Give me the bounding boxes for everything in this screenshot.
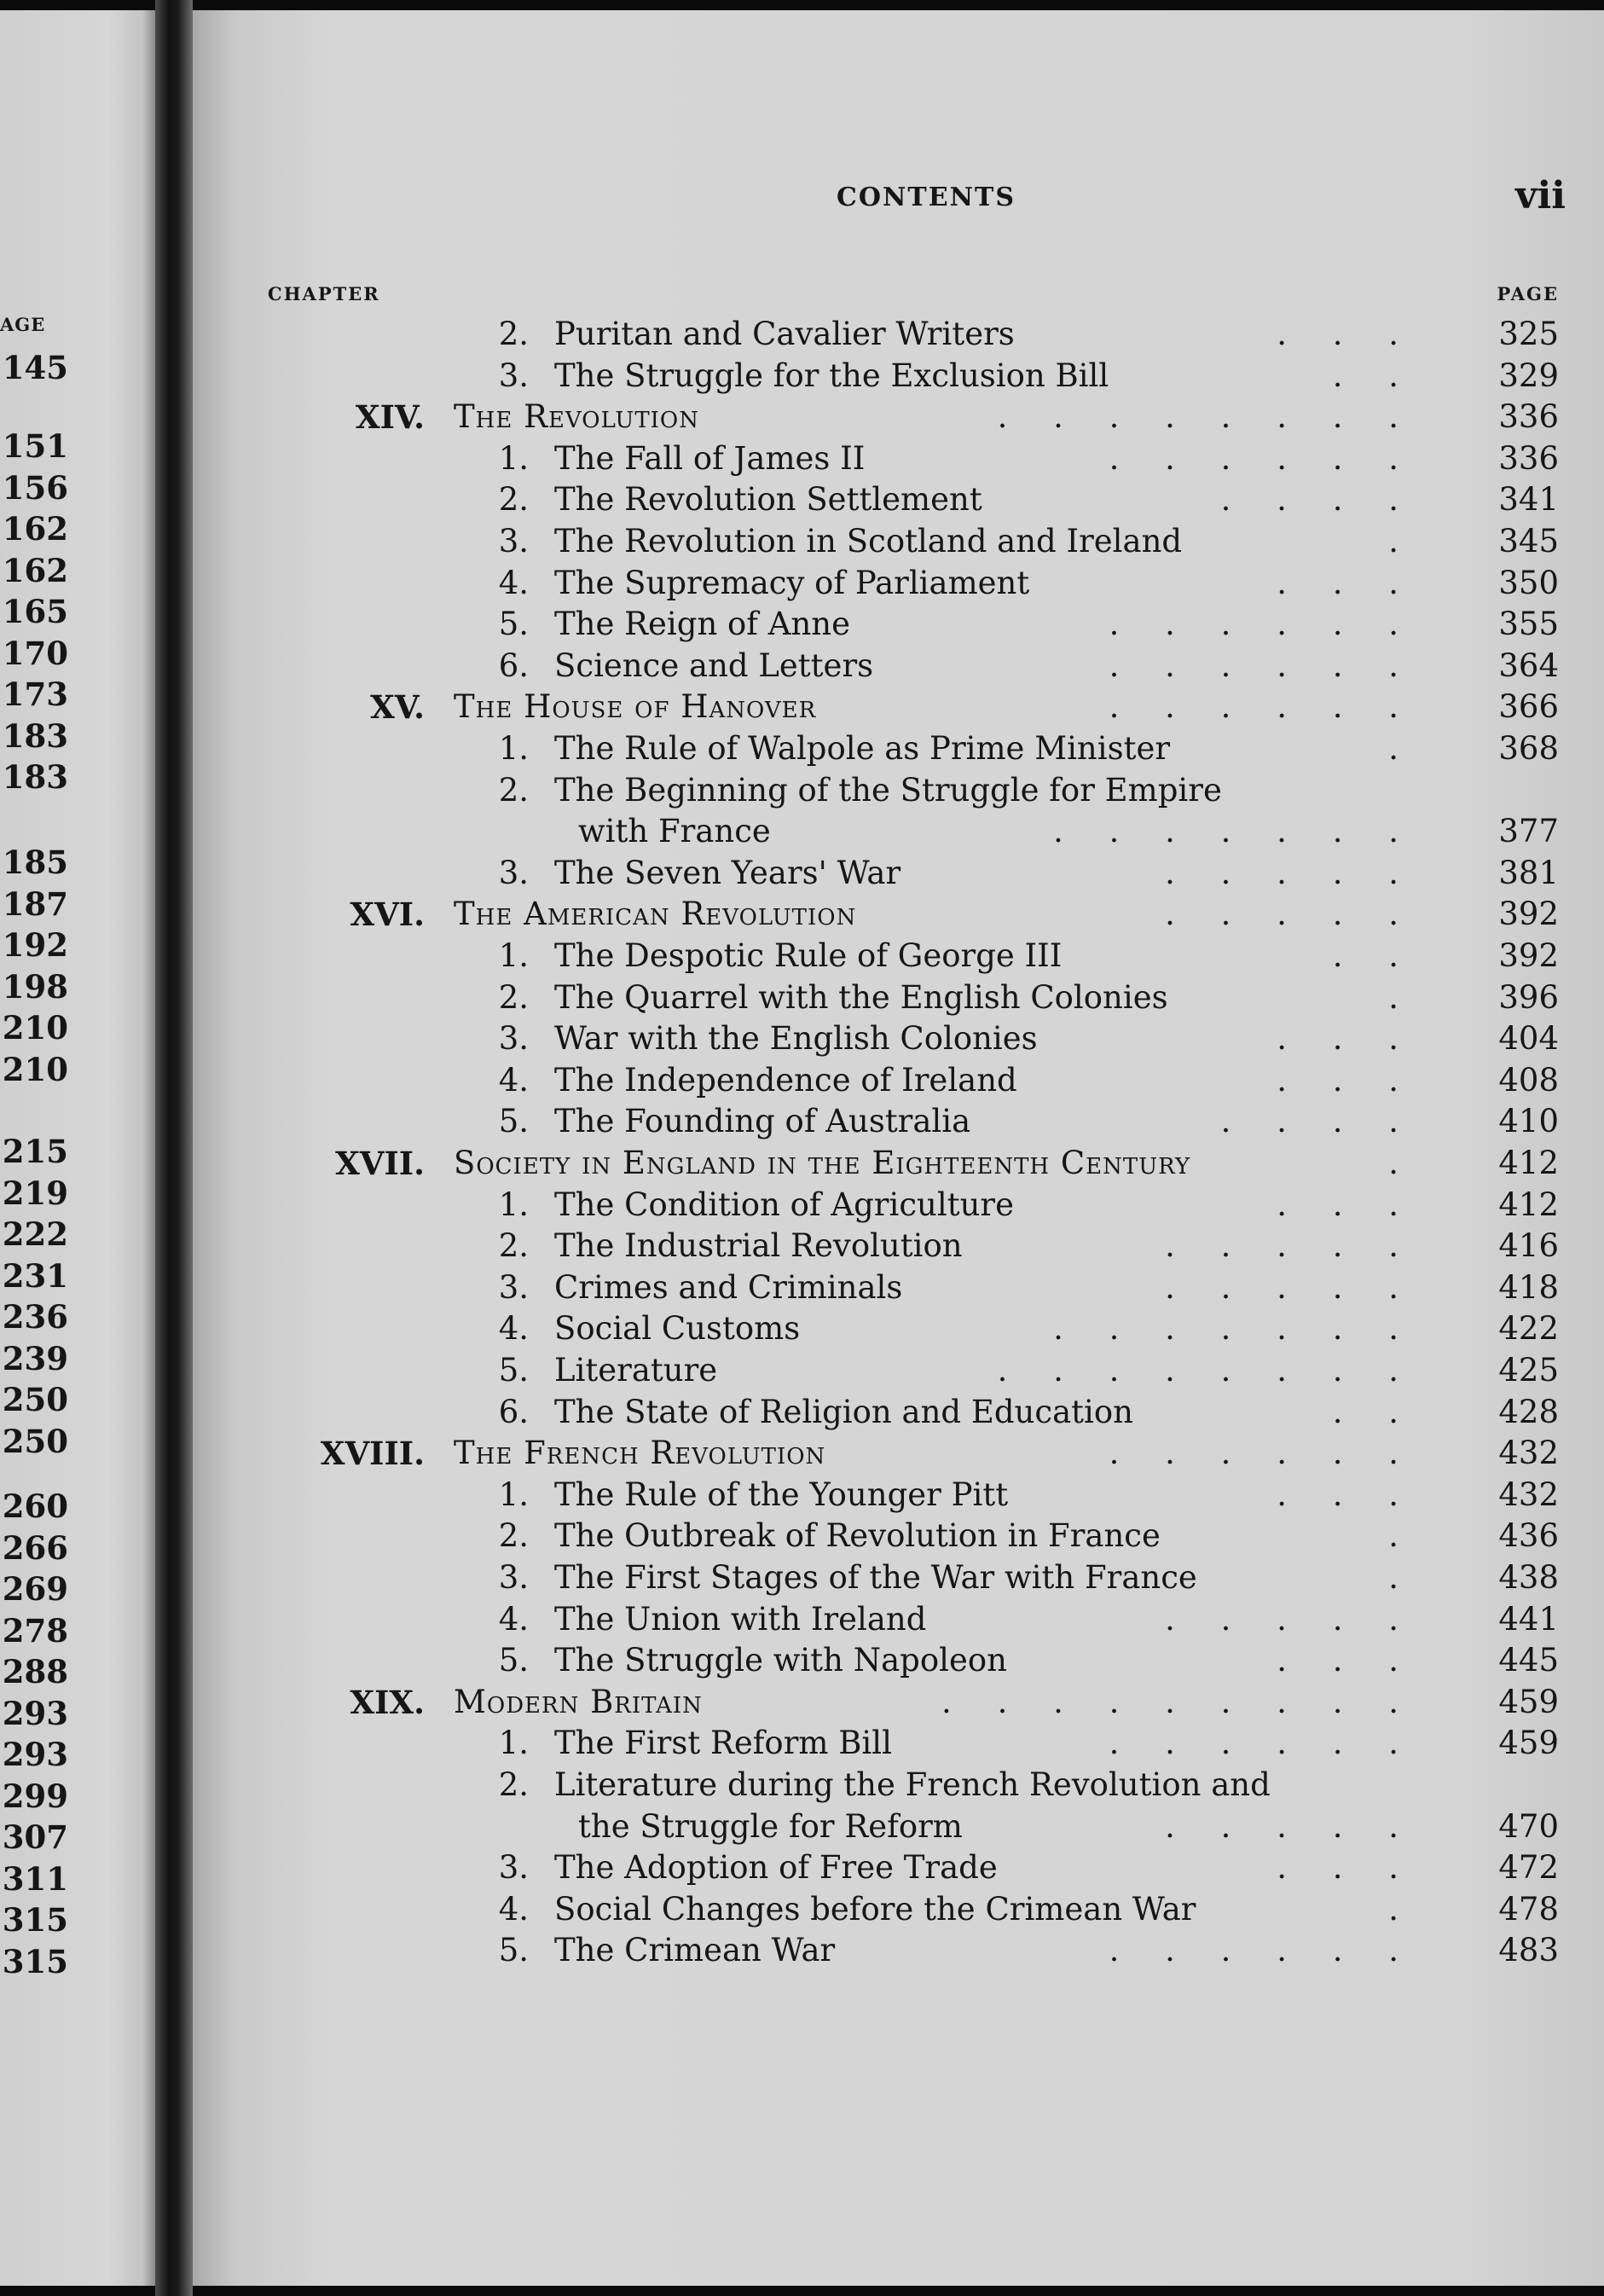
facing-page-number: 162 [2, 510, 68, 548]
section-entry [193, 1765, 1604, 1806]
page-number: 478 [1498, 1890, 1559, 1928]
dot-leader: . . . [1277, 1476, 1416, 1513]
section-number: 2. [498, 978, 529, 1016]
section-entry [193, 1308, 1604, 1349]
section-number: 5. [498, 1103, 529, 1140]
section-entry [193, 1806, 1604, 1847]
book-gutter [155, 0, 193, 2296]
dot-leader: . . . . . . . [1053, 1310, 1416, 1348]
dot-leader: . . . . . . [1109, 1725, 1416, 1762]
facing-page-number: 250 [2, 1422, 68, 1460]
page-number: 392 [1498, 937, 1559, 974]
chapter-number: XVII. [335, 1145, 425, 1182]
facing-page-number: 156 [2, 468, 68, 507]
section-number: 3. [498, 1268, 529, 1306]
page-number: 425 [1498, 1352, 1559, 1389]
page-folio: vii [1515, 174, 1566, 217]
section-number: 5. [498, 1642, 529, 1679]
dot-leader: . . . . . . [1109, 439, 1416, 477]
dot-leader: . . . . . [1165, 896, 1416, 933]
section-title: The State of Religion and Education [554, 1393, 1133, 1430]
section-title: The Revolution in Scotland and Ireland [554, 523, 1183, 560]
section-entry [193, 1392, 1604, 1433]
facing-page-number: 215 [2, 1133, 68, 1170]
section-number: 4. [498, 1890, 529, 1928]
chapter-title: The Revolution [454, 398, 699, 436]
section-number: 4. [498, 564, 529, 601]
section-entry [193, 1847, 1604, 1888]
chapter-number: XVI. [350, 896, 425, 934]
page-number: 350 [1498, 564, 1559, 601]
section-title: The Fall of James II [554, 439, 866, 477]
section-title: War with the English Colonies [554, 1020, 1038, 1058]
facing-page-number: 231 [2, 1256, 68, 1295]
section-entry [193, 728, 1604, 769]
facing-page-number: 210 [2, 1050, 68, 1088]
section-title: The Beginning of the Struggle for Empire [554, 771, 1222, 809]
dot-leader: . . . [1277, 1061, 1416, 1099]
section-entry [193, 1723, 1604, 1764]
dot-leader: . [1388, 1517, 1416, 1555]
dot-leader: . . . . . . [1109, 1435, 1416, 1472]
page-number: 336 [1498, 439, 1559, 477]
page-number: 432 [1498, 1435, 1559, 1472]
facing-page-number: 288 [2, 1653, 68, 1690]
dot-leader: . . . . . [1165, 854, 1416, 891]
section-number: 6. [498, 1393, 529, 1430]
chapter-number: XIX. [350, 1683, 425, 1721]
dot-leader: . . . . . [1165, 1807, 1416, 1845]
section-number: 2. [498, 771, 529, 809]
section-number: 1. [498, 1725, 529, 1762]
page-number: 483 [1498, 1932, 1559, 1969]
page-number: 438 [1498, 1559, 1559, 1596]
facing-page-number: 250 [2, 1381, 68, 1418]
section-entry [193, 977, 1604, 1018]
page-number: 459 [1498, 1725, 1559, 1762]
section-title: Literature during the French Revolution and [554, 1766, 1271, 1803]
page-number: 418 [1498, 1268, 1559, 1306]
dot-leader: . . . [1277, 564, 1416, 601]
facing-page-header: AGE [0, 314, 46, 335]
page-number: 392 [1498, 896, 1559, 933]
page-number: 412 [1498, 1186, 1559, 1223]
facing-page-number: 187 [2, 884, 68, 923]
section-title: The Supremacy of Parliament [554, 564, 1030, 601]
dot-leader: . [1388, 523, 1416, 560]
section-title: The Union with Ireland [554, 1600, 927, 1638]
page-number: 329 [1498, 357, 1559, 394]
section-title: the Struggle for Reform [578, 1807, 963, 1845]
facing-page-number: 185 [2, 844, 68, 881]
chapter-title: Modern Britain [454, 1683, 703, 1720]
facing-page-number: 236 [2, 1298, 68, 1336]
page-number: 416 [1498, 1227, 1559, 1265]
section-entry [193, 811, 1604, 852]
chapter-title: The House of Hanover [454, 688, 817, 726]
facing-page-number: 198 [2, 967, 68, 1006]
section-entry [193, 1516, 1604, 1557]
section-number: 2. [498, 1766, 529, 1803]
dot-leader: . . . . . . [1109, 1932, 1416, 1969]
section-title: The Industrial Revolution [554, 1227, 963, 1265]
section-number: 4. [498, 1061, 529, 1099]
page-number: 364 [1498, 646, 1559, 684]
section-title: The Struggle for the Exclusion Bill [554, 357, 1109, 394]
page-number: 428 [1498, 1393, 1559, 1430]
dot-leader: . [1388, 978, 1416, 1016]
facing-page-number: 192 [2, 926, 68, 964]
facing-page-number: 183 [2, 716, 68, 755]
section-number: 5. [498, 1352, 529, 1389]
facing-page-number: 210 [2, 1009, 68, 1047]
table-of-contents [193, 10, 1604, 2286]
chapter-number: XIV. [355, 398, 425, 437]
page-number: 436 [1498, 1517, 1559, 1555]
dot-leader: . [1388, 1890, 1416, 1928]
page-number: 325 [1498, 316, 1559, 352]
dot-leader: . . . . . . . . [997, 398, 1416, 436]
section-number: 3. [498, 523, 529, 560]
section-title: The Rule of the Younger Pitt [554, 1476, 1009, 1513]
page-number: 366 [1498, 688, 1559, 726]
section-entry [193, 1930, 1604, 1971]
section-number: 3. [498, 854, 529, 891]
section-title: The Rule of Walpole as Prime Minister [554, 730, 1171, 767]
section-title: Literature [554, 1352, 718, 1389]
dot-leader: . . . . [1220, 1103, 1416, 1140]
section-title: The Struggle with Napoleon [554, 1642, 1007, 1679]
page-number: 377 [1498, 813, 1559, 850]
section-title: The First Stages of the War with France [554, 1559, 1197, 1596]
section-number: 3. [498, 1020, 529, 1058]
facing-page-number: 293 [2, 1736, 68, 1773]
facing-page-number: 293 [2, 1694, 68, 1732]
section-number: 6. [498, 646, 529, 684]
section-title: Social Changes before the Crimean War [554, 1890, 1196, 1928]
dot-leader: . . . . . . [1109, 646, 1416, 684]
chapter-entry [193, 1433, 1604, 1474]
section-entry [193, 521, 1604, 562]
chapter-entry [193, 894, 1604, 935]
section-number: 1. [498, 439, 529, 477]
section-entry [193, 1475, 1604, 1516]
section-number: 1. [498, 730, 529, 767]
section-title: The First Reform Bill [554, 1725, 892, 1762]
section-title: The Condition of Agriculture [554, 1186, 1014, 1223]
dot-leader: . [1388, 730, 1416, 767]
dot-leader: . . . [1277, 1020, 1416, 1058]
page-number: 404 [1498, 1020, 1559, 1058]
dot-leader: . . [1332, 1393, 1416, 1430]
section-entry [193, 1889, 1604, 1930]
dot-leader: . . . [1277, 1186, 1416, 1223]
page-number: 445 [1498, 1642, 1559, 1679]
facing-page-number: 165 [2, 593, 68, 630]
facing-page-number: 219 [2, 1174, 68, 1212]
dot-leader: . . . . . . [1109, 606, 1416, 643]
chapter-number: XV. [370, 688, 425, 727]
page-number: 355 [1498, 606, 1559, 643]
section-title: The Outbreak of Revolution in France [554, 1517, 1161, 1555]
section-entry [193, 604, 1604, 645]
facing-page-number: 315 [2, 1901, 68, 1939]
section-entry [193, 1018, 1604, 1059]
page-number: 441 [1498, 1600, 1559, 1638]
section-entry [193, 1101, 1604, 1142]
section-number: 1. [498, 937, 529, 974]
section-number: 5. [498, 1932, 529, 1969]
chapter-entry [193, 1143, 1604, 1184]
facing-page-number: 145 [2, 349, 68, 386]
facing-page-number: 278 [2, 1611, 68, 1650]
section-number: 4. [498, 1600, 529, 1638]
chapter-entry [193, 687, 1604, 728]
section-entry [193, 936, 1604, 977]
dot-leader: . . . [1277, 1849, 1416, 1887]
dot-leader: . [1388, 1145, 1416, 1181]
page-number: 472 [1498, 1849, 1559, 1887]
section-number: 1. [498, 1186, 529, 1223]
page-number: 345 [1498, 523, 1559, 560]
dot-leader: . . . . . . [1109, 688, 1416, 726]
section-number: 2. [498, 481, 529, 519]
section-entry [193, 1185, 1604, 1226]
dot-leader: . [1388, 1559, 1416, 1596]
section-entry [193, 770, 1604, 811]
chapter-title: The American Revolution [454, 896, 857, 933]
dot-leader: . . [1332, 357, 1416, 394]
section-number: 2. [498, 316, 529, 352]
section-number: 2. [498, 1227, 529, 1265]
facing-page-number: 315 [2, 1942, 68, 1980]
chapter-entry [193, 1682, 1604, 1723]
section-entry [193, 853, 1604, 894]
facing-page-number: 170 [2, 634, 68, 672]
section-entry [193, 646, 1604, 687]
dot-leader: . . . . . [1165, 1227, 1416, 1265]
section-title: The Revolution Settlement [554, 481, 982, 519]
section-entry [193, 1226, 1604, 1267]
dot-leader: . . [1332, 937, 1416, 974]
section-entry [193, 1267, 1604, 1308]
facing-page-number: 183 [2, 758, 68, 796]
facing-page-number: 299 [2, 1777, 68, 1815]
page-number: 412 [1498, 1145, 1559, 1181]
dot-leader: . . . . . [1165, 1600, 1416, 1638]
chapter-column-header: CHAPTER [268, 283, 380, 304]
section-title: Science and Letters [554, 646, 874, 684]
page-number: 459 [1498, 1683, 1559, 1720]
section-entry [193, 1640, 1604, 1681]
section-title: The Adoption of Free Trade [554, 1849, 998, 1887]
page-number: 368 [1498, 730, 1559, 767]
chapter-title: The French Revolution [454, 1435, 826, 1472]
page-number: 410 [1498, 1103, 1559, 1140]
page-number: 336 [1498, 398, 1559, 436]
page-column-header: PAGE [1497, 283, 1559, 304]
section-entry [193, 1060, 1604, 1101]
section-title: The Founding of Australia [554, 1103, 971, 1140]
facing-page-number: 173 [2, 675, 68, 713]
facing-page-number: 162 [2, 551, 68, 589]
section-title: with France [578, 813, 771, 850]
chapter-title: Society in England in the Eighteenth Century [454, 1145, 1191, 1181]
section-title: The Despotic Rule of George III [554, 937, 1063, 974]
section-entry [193, 356, 1604, 397]
section-number: 3. [498, 1849, 529, 1887]
page-number: 408 [1498, 1061, 1559, 1099]
facing-page-number: 222 [2, 1215, 68, 1253]
section-entry [193, 1557, 1604, 1598]
section-number: 3. [498, 357, 529, 394]
dot-leader: . . . . [1220, 481, 1416, 519]
section-number: 2. [498, 1517, 529, 1555]
chapter-entry [193, 397, 1604, 438]
facing-page-number: 307 [2, 1818, 68, 1856]
section-entry [193, 438, 1604, 479]
page-number: 422 [1498, 1310, 1559, 1348]
dot-leader: . . . [1277, 1642, 1416, 1679]
section-number: 5. [498, 606, 529, 643]
section-title: Puritan and Cavalier Writers [554, 316, 1015, 352]
facing-page-number: 269 [2, 1570, 68, 1608]
section-title: The Quarrel with the English Colonies [554, 978, 1168, 1016]
facing-page-number: 151 [2, 427, 68, 465]
section-title: Crimes and Criminals [554, 1268, 903, 1306]
section-title: The Crimean War [554, 1932, 836, 1969]
page-number: 381 [1498, 854, 1559, 891]
contents-page [193, 10, 1604, 2286]
chapter-number: XVIII. [320, 1435, 425, 1473]
page-number: 432 [1498, 1476, 1559, 1513]
section-title: The Independence of Ireland [554, 1061, 1017, 1099]
dot-leader: . . . . . . . [1053, 813, 1416, 850]
section-entry [193, 479, 1604, 520]
facing-page-number: 260 [2, 1487, 68, 1525]
section-number: 3. [498, 1559, 529, 1596]
section-title: Social Customs [554, 1310, 801, 1348]
section-number: 1. [498, 1476, 529, 1513]
section-entry [193, 1599, 1604, 1640]
dot-leader: . . . . . . . . . [941, 1683, 1416, 1720]
facing-page-number: 311 [2, 1859, 68, 1898]
dot-leader: . . . . . [1165, 1268, 1416, 1306]
page-number: 341 [1498, 481, 1559, 519]
section-entry [193, 1350, 1604, 1391]
running-title: CONTENTS [836, 183, 1016, 212]
section-entry [193, 563, 1604, 604]
section-number: 4. [498, 1310, 529, 1348]
section-title: The Reign of Anne [554, 606, 851, 643]
dot-leader: . . . [1277, 316, 1416, 352]
page-number: 470 [1498, 1807, 1559, 1845]
facing-page-number: 239 [2, 1339, 68, 1377]
facing-page-edge [0, 10, 155, 2286]
section-entry [193, 314, 1604, 355]
section-title: The Seven Years' War [554, 854, 901, 891]
page-number: 396 [1498, 978, 1559, 1016]
facing-page-number: 266 [2, 1528, 68, 1567]
dot-leader: . . . . . . . . [997, 1352, 1416, 1389]
